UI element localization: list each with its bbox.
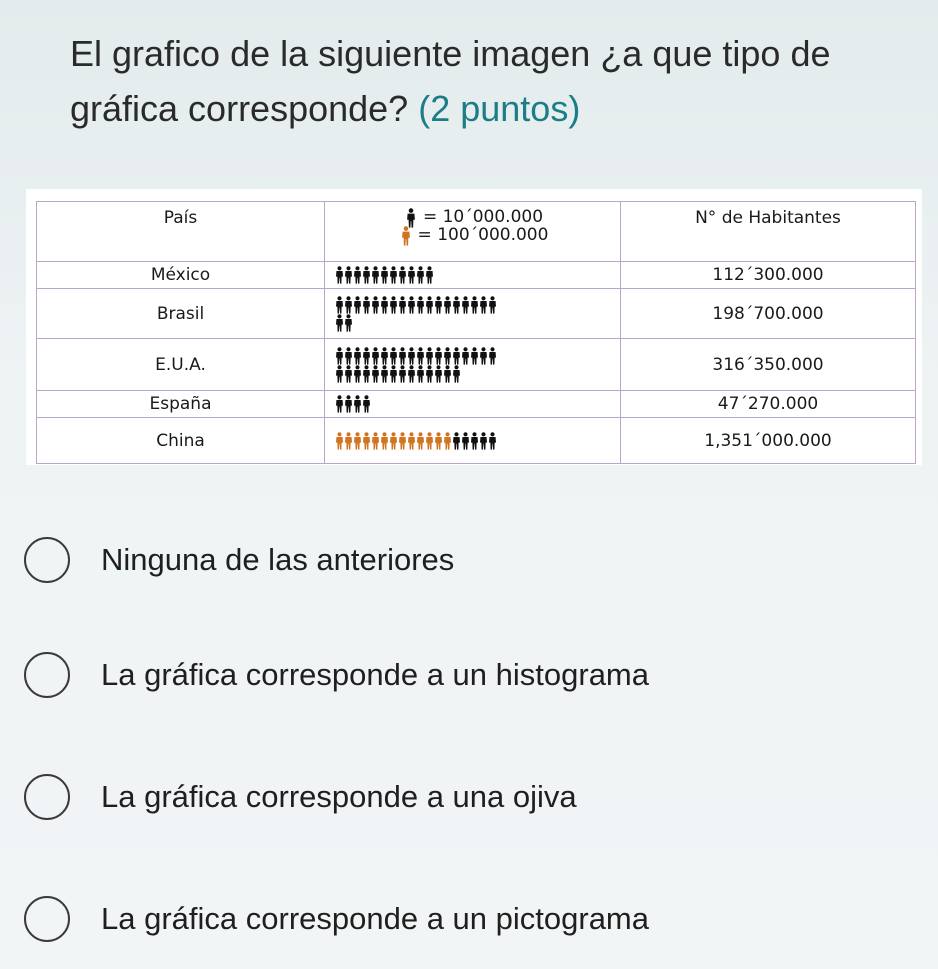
person-icon-black [443,296,452,314]
person-icon-black [398,296,407,314]
person-icon-black [452,432,461,450]
person-icon-black [425,365,434,383]
person-icon-black [344,266,353,284]
radio-button[interactable] [24,896,70,942]
person-icon-black [344,347,353,365]
person-icon-black [398,266,407,284]
person-icon-black [398,347,407,365]
person-icon-black [344,365,353,383]
person-icon-black [461,347,470,365]
person-icon-black [353,395,362,413]
person-icon-black [371,347,380,365]
person-icon-black [389,266,398,284]
person-icon-black [353,266,362,284]
person-icon-black [443,365,452,383]
person-icon-black [380,296,389,314]
pictogram-table [36,201,916,464]
table-row [37,289,916,339]
person-icon-black [353,296,362,314]
question-text: El grafico de la siguiente imagen ¿a que tipo de gráfica corresponde? [70,33,831,129]
person-icon-orange [335,432,344,450]
radio-button[interactable] [24,537,70,583]
person-icon-orange [443,432,452,450]
person-icon-black [353,365,362,383]
table-row [37,418,916,464]
option-pictograma[interactable] [24,894,649,944]
row-country: E.U.A. [37,339,325,391]
person-icon-orange [353,432,362,450]
header-country: País [37,202,325,262]
option-label: Ninguna de las anteriores [101,542,455,577]
person-icon-black [416,266,425,284]
row-icons [325,391,621,418]
person-icon-black [479,347,488,365]
person-icon-black [407,296,416,314]
person-icon-black [335,395,344,413]
person-icon-black [461,296,470,314]
row-country: México [37,262,325,289]
person-icon-black [389,347,398,365]
row-country: España [37,391,325,418]
person-icon-black [380,365,389,383]
person-icon-black [362,365,371,383]
person-icon-black [353,347,362,365]
table-header-row [37,202,916,262]
person-icon-black [443,347,452,365]
person-icon-black [335,296,344,314]
person-icon-black [488,432,497,450]
person-icon-black [479,432,488,450]
person-icon-orange [416,432,425,450]
person-icon-black [407,266,416,284]
person-icon-black [461,432,470,450]
person-icon-black [362,347,371,365]
person-icon-black [416,347,425,365]
table-row [37,339,916,391]
row-habitants: 316´350.000 [621,339,916,391]
pictogram-image [26,189,922,465]
person-icon-black [479,296,488,314]
option-label: La gráfica corresponde a un pictograma [101,901,649,936]
person-icon-orange [401,226,410,244]
person-icon-black [434,347,443,365]
row-icons [325,262,621,289]
person-icon-black [371,365,380,383]
person-icon-black [470,432,479,450]
person-icon-black [362,266,371,284]
radio-button[interactable] [24,774,70,820]
question-points: (2 puntos) [418,88,581,129]
person-icon-black [389,296,398,314]
person-icon-black [488,296,497,314]
person-icon-black [452,365,461,383]
person-icon-orange [380,432,389,450]
person-icon-orange [344,432,353,450]
person-icon-black [407,347,416,365]
person-icon-orange [371,432,380,450]
person-icon-black [344,296,353,314]
table-row [37,391,916,418]
question-title [70,26,870,136]
legend-black-value: = 10´000.000 [422,207,544,227]
option-ojiva[interactable] [24,772,577,822]
person-icon-black [380,266,389,284]
option-label: La gráfica corresponde a una ojiva [101,779,577,814]
option-label: La gráfica corresponde a un histograma [101,657,649,692]
person-icon-black [425,296,434,314]
radio-button[interactable] [24,652,70,698]
row-country: Brasil [37,289,325,339]
row-icons [325,289,621,339]
row-habitants: 47´270.000 [621,391,916,418]
person-icon-black [335,266,344,284]
row-icons [325,418,621,464]
person-icon-black [452,347,461,365]
person-icon-black [407,365,416,383]
row-habitants: 198´700.000 [621,289,916,339]
person-icon-black [371,266,380,284]
person-icon-black [335,347,344,365]
header-legend [325,202,621,262]
person-icon-orange [434,432,443,450]
row-icons [325,339,621,391]
person-icon-black [406,208,415,226]
person-icon-black [389,365,398,383]
person-icon-orange [398,432,407,450]
row-habitants: 112´300.000 [621,262,916,289]
person-icon-black [398,365,407,383]
person-icon-black [470,296,479,314]
person-icon-black [335,365,344,383]
person-icon-orange [425,432,434,450]
option-histograma[interactable] [24,650,649,700]
person-icon-black [434,365,443,383]
person-icon-black [434,296,443,314]
legend-orange-value: = 100´000.000 [417,225,549,245]
person-icon-black [362,296,371,314]
person-icon-black [425,266,434,284]
person-icon-black [335,314,344,332]
person-icon-black [470,347,479,365]
person-icon-orange [389,432,398,450]
person-icon-black [416,296,425,314]
person-icon-black [371,296,380,314]
person-icon-black [362,395,371,413]
person-icon-black [380,347,389,365]
person-icon-black [452,296,461,314]
row-habitants: 1,351´000.000 [621,418,916,464]
person-icon-black [416,365,425,383]
table-row [37,262,916,289]
person-icon-black [488,347,497,365]
person-icon-black [344,314,353,332]
person-icon-orange [407,432,416,450]
person-icon-orange [362,432,371,450]
person-icon-black [344,395,353,413]
header-habitants: N° de Habitantes [621,202,916,262]
option-ninguna[interactable] [24,535,454,585]
row-country: China [37,418,325,464]
person-icon-black [425,347,434,365]
